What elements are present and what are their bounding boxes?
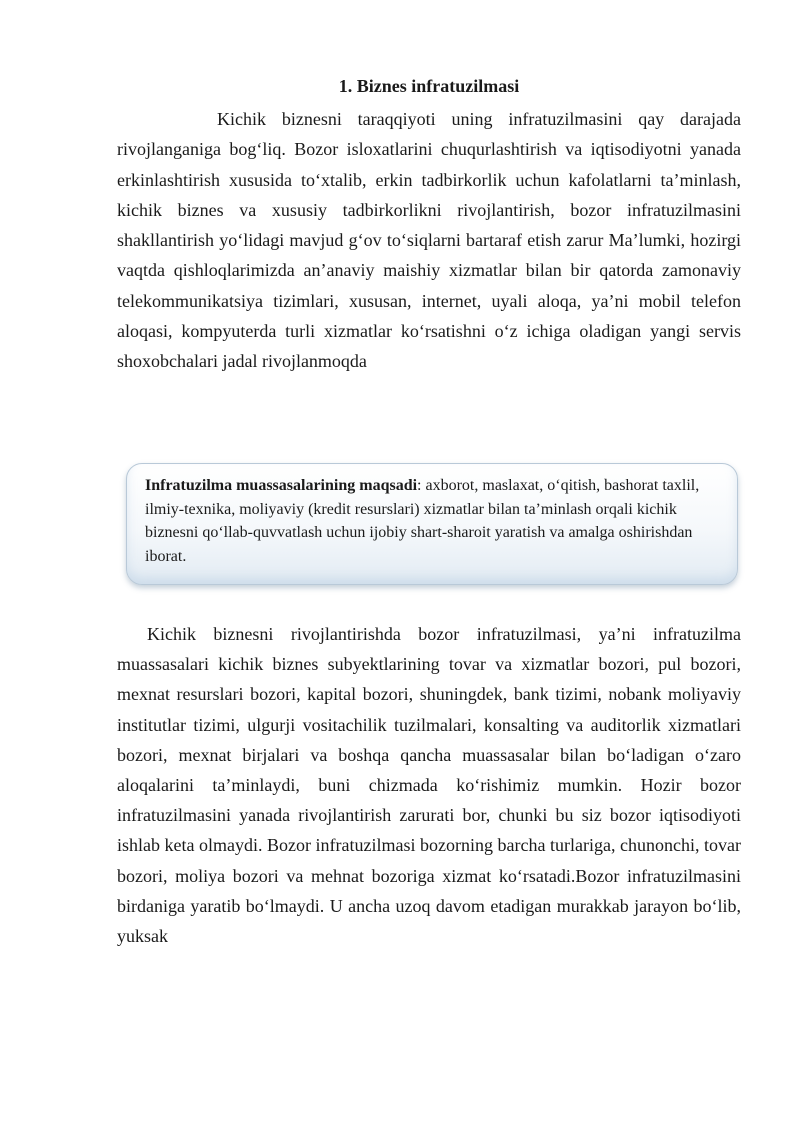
callout-text: [145, 474, 719, 568]
callout-bold-lead: Infratuzilma muassasalarining maqsadi: [145, 477, 418, 494]
body-paragraph-1: Kichik biznesni taraqqiyoti uning infratuzilmasini qay darajada rivojlanganiga bog‘liq. Bozor isloxatlarini chuqurlashtirish va iqtisodiyotni yanada erkinlashtirish xususida to‘xtalib, erkin tadbirkorlik uchun kafolatlarni ta’minlash, kichik biznes va xususiy tadbirkorlikni rivojlantirish, bozor infratuzilmasini shakllantirish yo‘lidagi mavjud g‘ov to‘siqlarni bartaraf etish zarur Ma’lumki, hozirgi vaqtda qishloqlarimizda an’anaviy maishiy xizmatlar bilan bir qatorda zamonaviy telekommunikatsiya tizimlari, xususan, internet, uyali aloqa, ya’ni mobil telefon aloqasi, kompyuterda turli xizmatlar ko‘rsatishni o‘z ichiga oladigan yangi servis shoxobchalari jadal rivojlanmoqda: [117, 109, 741, 372]
body-paragraph-2: Kichik biznesni rivojlantirishda bozor infratuzilmasi, ya’ni infratuzilma muassasalari kichik biznes subyektlarining tovar va xizmatlar bozori, pul bozori, mexnat resurslari bozori, kapital bozori, shuningdek, bank tizimi, nobank moliyaviy institutlar tizimi, ulgurji vositachilik tuzilmalari, konsalting va auditorlik xizmatlari bozori, mexnat birjalari va boshqa qancha muassasalar bilan bo‘ladigan o‘zaro aloqalarini ta’minlaydi, buni chizmada ko‘rishimiz mumkin. Hozir bozor infratuzilmasini yanada rivojlantirish zarurati bor, chunki bu siz bozor iqtisodiyoti ishlab keta olmaydi. Bozor infratuzilmasi bozorning barcha turlariga, chunonchi, tovar bozori, moliya bozori va mehnat bozoriga xizmat ko‘rsatadi.Bozor infratuzilmasini birdaniga yaratib bo‘lmaydi. U ancha uzoq davom etadigan murakkab jarayon bo‘lib, yuksak: [117, 624, 741, 947]
callout-box: [126, 463, 738, 585]
section-heading: 1. Biznes infratuzilmasi: [338, 76, 520, 96]
callout-body: : axborot, maslaxat, o‘qitish, bashorat taxlil, ilmiy-texnika, moliyaviy (kredit resurslari) xizmatlar bilan ta’minlash orqali kichik biznesni qo‘llab-quvvatlash uchun ijobiy shart-sharoit yaratish va amalga oshirishdan iborat.: [145, 477, 700, 565]
